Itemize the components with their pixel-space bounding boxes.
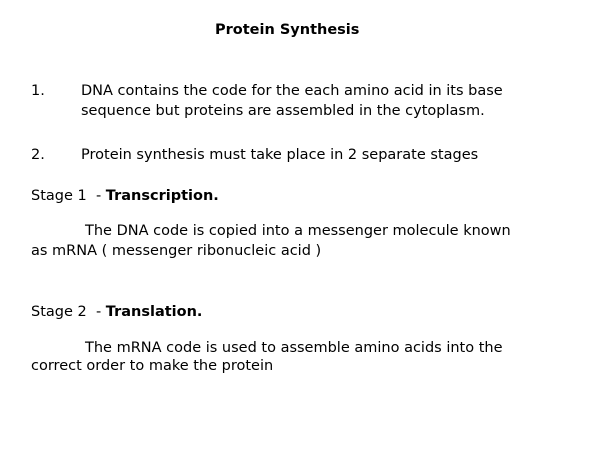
list-item-text-line: DNA contains the code for the each amino acid in its base [81, 83, 503, 99]
list-item-number: 2. [31, 147, 45, 163]
stage-name: Transcription. [105, 188, 219, 204]
stage-description-line: correct order to make the protein [31, 358, 274, 374]
list-item-text-line: Protein synthesis must take place in 2 separate stages [81, 147, 479, 163]
stage-heading [31, 302, 202, 322]
stage-heading [31, 186, 219, 206]
list-item-text-line: sequence but proteins are assembled in the cytoplasm. [81, 103, 485, 119]
stage-description-line: The DNA code is copied into a messenger molecule known [85, 223, 511, 239]
stage-description-line: The mRNA code is used to assemble amino acids into the [85, 340, 503, 356]
list-item-number: 1. [31, 83, 45, 99]
stage-name: Translation. [105, 304, 203, 320]
page-title: Protein Synthesis [215, 22, 360, 38]
stage-prefix: Stage 2 - [31, 304, 106, 320]
stage-description-line: as mRNA ( messenger ribonucleic acid ) [31, 243, 322, 259]
stage-prefix: Stage 1 - [31, 188, 106, 204]
